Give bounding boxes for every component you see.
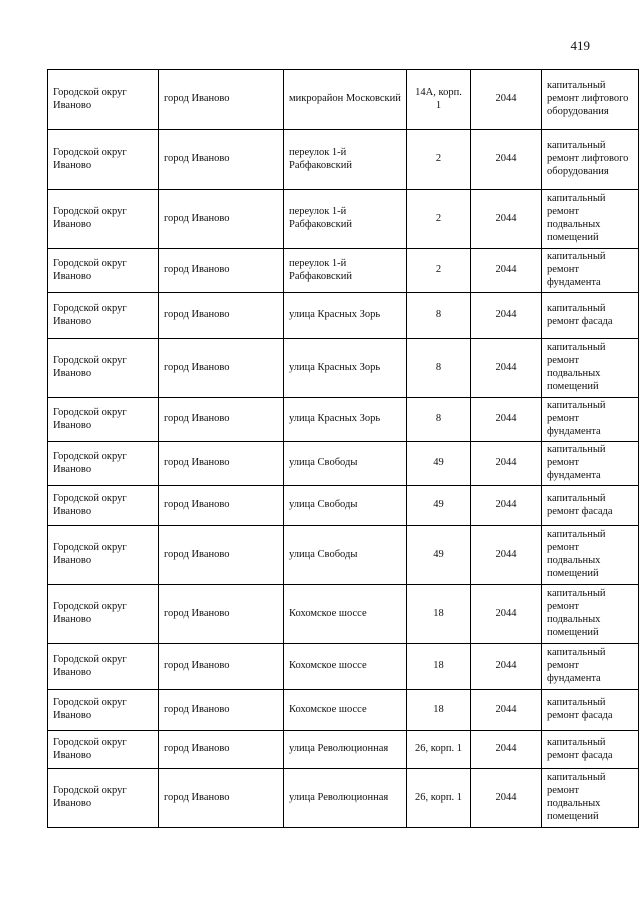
okrug-cell: Городской округ Иваново <box>48 731 159 769</box>
house-cell: 49 <box>407 526 471 585</box>
house-cell: 8 <box>407 293 471 339</box>
street-cell: улица Красных Зорь <box>284 398 407 442</box>
house-cell: 18 <box>407 690 471 731</box>
house-cell: 2 <box>407 190 471 249</box>
okrug-cell: Городской округ Иваново <box>48 585 159 644</box>
year-cell: 2044 <box>471 293 542 339</box>
house-cell: 18 <box>407 644 471 690</box>
house-cell: 8 <box>407 339 471 398</box>
year-cell: 2044 <box>471 585 542 644</box>
work-type-cell: капитальный ремонт подвальных помещений <box>542 526 639 585</box>
work-type-cell: капитальный ремонт фундамента <box>542 249 639 293</box>
work-type-cell: капитальный ремонт фундамента <box>542 398 639 442</box>
street-cell: улица Свободы <box>284 526 407 585</box>
street-cell: улица Революционная <box>284 731 407 769</box>
table-row <box>48 690 639 731</box>
street-cell: улица Революционная <box>284 769 407 828</box>
house-cell: 2 <box>407 130 471 190</box>
year-cell: 2044 <box>471 644 542 690</box>
work-type-cell: капитальный ремонт подвальных помещений <box>542 769 639 828</box>
okrug-cell: Городской округ Иваново <box>48 70 159 130</box>
house-cell: 49 <box>407 486 471 526</box>
city-cell: город Иваново <box>159 70 284 130</box>
year-cell: 2044 <box>471 70 542 130</box>
house-cell: 26, корп. 1 <box>407 731 471 769</box>
okrug-cell: Городской округ Иваново <box>48 339 159 398</box>
year-cell: 2044 <box>471 731 542 769</box>
city-cell: город Иваново <box>159 398 284 442</box>
okrug-cell: Городской округ Иваново <box>48 130 159 190</box>
city-cell: город Иваново <box>159 339 284 398</box>
table-row <box>48 190 639 249</box>
table-row <box>48 644 639 690</box>
street-cell: Кохомское шоссе <box>284 690 407 731</box>
work-type-cell: капитальный ремонт фасада <box>542 486 639 526</box>
okrug-cell: Городской округ Иваново <box>48 486 159 526</box>
table-row <box>48 249 639 293</box>
city-cell: город Иваново <box>159 644 284 690</box>
house-cell: 8 <box>407 398 471 442</box>
work-type-cell: капитальный ремонт фасада <box>542 293 639 339</box>
repair-schedule-table <box>47 69 639 828</box>
city-cell: город Иваново <box>159 130 284 190</box>
table-row <box>48 293 639 339</box>
city-cell: город Иваново <box>159 585 284 644</box>
street-cell: улица Свободы <box>284 486 407 526</box>
year-cell: 2044 <box>471 249 542 293</box>
street-cell: переулок 1-й Рабфаковский <box>284 130 407 190</box>
year-cell: 2044 <box>471 339 542 398</box>
table-row <box>48 339 639 398</box>
city-cell: город Иваново <box>159 249 284 293</box>
street-cell: улица Красных Зорь <box>284 293 407 339</box>
okrug-cell: Городской округ Иваново <box>48 690 159 731</box>
okrug-cell: Городской округ Иваново <box>48 190 159 249</box>
city-cell: город Иваново <box>159 486 284 526</box>
table-row <box>48 398 639 442</box>
work-type-cell: капитальный ремонт подвальных помещений <box>542 585 639 644</box>
work-type-cell: капитальный ремонт фасада <box>542 690 639 731</box>
table-row <box>48 769 639 828</box>
table-row <box>48 486 639 526</box>
table-row <box>48 70 639 130</box>
city-cell: город Иваново <box>159 293 284 339</box>
year-cell: 2044 <box>471 486 542 526</box>
work-type-cell: капитальный ремонт фундамента <box>542 644 639 690</box>
table-row <box>48 442 639 486</box>
table-row <box>48 526 639 585</box>
table-row <box>48 585 639 644</box>
okrug-cell: Городской округ Иваново <box>48 249 159 293</box>
okrug-cell: Городской округ Иваново <box>48 769 159 828</box>
year-cell: 2044 <box>471 526 542 585</box>
house-cell: 18 <box>407 585 471 644</box>
house-cell: 49 <box>407 442 471 486</box>
house-cell: 2 <box>407 249 471 293</box>
okrug-cell: Городской округ Иваново <box>48 398 159 442</box>
okrug-cell: Городской округ Иваново <box>48 644 159 690</box>
city-cell: город Иваново <box>159 190 284 249</box>
work-type-cell: капитальный ремонт фундамента <box>542 442 639 486</box>
city-cell: город Иваново <box>159 442 284 486</box>
page-number: 419 <box>570 38 590 53</box>
street-cell: улица Красных Зорь <box>284 339 407 398</box>
work-type-cell: капитальный ремонт фасада <box>542 731 639 769</box>
house-cell: 14А, корп. 1 <box>407 70 471 130</box>
house-cell: 26, корп. 1 <box>407 769 471 828</box>
street-cell: улица Свободы <box>284 442 407 486</box>
okrug-cell: Городской округ Иваново <box>48 293 159 339</box>
table-row <box>48 731 639 769</box>
year-cell: 2044 <box>471 398 542 442</box>
okrug-cell: Городской округ Иваново <box>48 526 159 585</box>
street-cell: переулок 1-й Рабфаковский <box>284 190 407 249</box>
work-type-cell: капитальный ремонт лифтового оборудования <box>542 70 639 130</box>
work-type-cell: капитальный ремонт подвальных помещений <box>542 190 639 249</box>
year-cell: 2044 <box>471 769 542 828</box>
city-cell: город Иваново <box>159 731 284 769</box>
year-cell: 2044 <box>471 690 542 731</box>
city-cell: город Иваново <box>159 690 284 731</box>
work-type-cell: капитальный ремонт подвальных помещений <box>542 339 639 398</box>
work-type-cell: капитальный ремонт лифтового оборудования <box>542 130 639 190</box>
street-cell: Кохомское шоссе <box>284 644 407 690</box>
table-row <box>48 130 639 190</box>
city-cell: город Иваново <box>159 526 284 585</box>
year-cell: 2044 <box>471 190 542 249</box>
okrug-cell: Городской округ Иваново <box>48 442 159 486</box>
street-cell: переулок 1-й Рабфаковский <box>284 249 407 293</box>
street-cell: Кохомское шоссе <box>284 585 407 644</box>
street-cell: микрорайон Московский <box>284 70 407 130</box>
year-cell: 2044 <box>471 130 542 190</box>
year-cell: 2044 <box>471 442 542 486</box>
city-cell: город Иваново <box>159 769 284 828</box>
